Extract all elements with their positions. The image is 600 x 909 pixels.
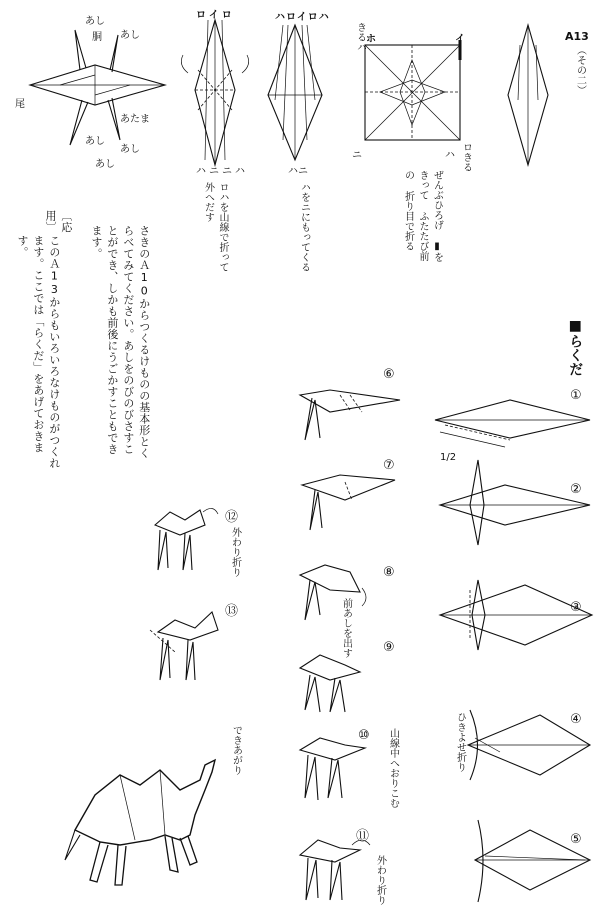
step-12-number: ⑫ bbox=[225, 510, 239, 525]
label-ro-kiru: ロきる bbox=[460, 142, 472, 172]
step-11-number: ⑪ bbox=[356, 829, 370, 844]
fold-figure-haroiroha bbox=[268, 25, 322, 160]
label-ashi-2: あし bbox=[120, 30, 140, 41]
label-kiruha: きるハ bbox=[354, 22, 366, 52]
fold-figure-a13 bbox=[508, 25, 548, 165]
label-ashi-5: あし bbox=[95, 159, 115, 170]
base-form-figure bbox=[30, 30, 165, 145]
step-4-number: ④ bbox=[570, 712, 582, 727]
note-sansen: 山線中へおりこむ bbox=[387, 728, 399, 808]
note-ha-to-ni: ハをニにもってくる bbox=[298, 182, 310, 272]
step-2-figure bbox=[440, 460, 590, 545]
step-9-number: ⑨ bbox=[383, 640, 395, 655]
step-10-number: ⑩ bbox=[358, 728, 370, 743]
label-ho: ホ bbox=[366, 34, 376, 45]
note-maeashi: 前あしを出す bbox=[340, 598, 352, 658]
step-1-number: ① bbox=[570, 388, 582, 403]
step-8-figure bbox=[300, 565, 366, 620]
step-13-number: ⑬ bbox=[225, 604, 239, 619]
body-paragraph-1: さきのＡ10からつくるけものの基本形とくらべてみてください。あしをのびのびさすことができ、しかも前後にうごかすこともできます。 bbox=[89, 225, 151, 459]
crease-pattern-square bbox=[365, 40, 460, 140]
section-title bbox=[565, 318, 585, 376]
label-ashi-1: あし bbox=[85, 16, 105, 27]
label-ha: ハ bbox=[445, 150, 455, 161]
page-id-label: A13 bbox=[565, 30, 589, 43]
step-11-figure bbox=[300, 840, 370, 900]
label-roiro: ロイロ bbox=[196, 10, 235, 21]
step-6-number: ⑥ bbox=[383, 367, 395, 382]
note-roha-fold: ロハを山線で折って外へだす bbox=[202, 182, 228, 272]
section-marker: ■ bbox=[567, 318, 584, 334]
step-9-figure bbox=[300, 655, 360, 712]
step-13-figure bbox=[150, 612, 218, 680]
label-ashi-4: あし bbox=[120, 144, 140, 155]
section-title-text: らくだ bbox=[567, 334, 584, 376]
step-5-number: ⑤ bbox=[570, 832, 582, 847]
note-sotowari-12: 外わり折り bbox=[229, 527, 241, 577]
label-do: 胴 bbox=[92, 32, 102, 43]
fold-figure-roiro bbox=[181, 20, 248, 165]
note-half: 1/2 bbox=[440, 452, 457, 463]
page-part-label: （その二） bbox=[574, 45, 586, 95]
step-1-figure bbox=[435, 400, 590, 447]
label-haroiroha: ハロイロハ bbox=[275, 12, 330, 23]
step-7-figure bbox=[302, 475, 395, 530]
step-12-figure bbox=[155, 508, 218, 570]
label-atama: あたま bbox=[120, 114, 150, 125]
step-6-figure bbox=[300, 390, 400, 440]
label-i: イ bbox=[455, 34, 465, 45]
step-10-figure bbox=[300, 738, 365, 800]
oyo-heading: 〔応用〕 bbox=[43, 210, 73, 233]
step-8-number: ⑧ bbox=[383, 565, 395, 580]
body-paragraph-2: このＡ13からもいろいろなけものがつくれます。ここでは「らくだ」をあげておきます。 bbox=[15, 235, 61, 469]
note-sotowari-11: 外わり折り bbox=[374, 855, 386, 905]
step-2-number: ② bbox=[570, 482, 582, 497]
step-7-number: ⑦ bbox=[383, 458, 395, 473]
label-ashi-3: あし bbox=[85, 136, 105, 147]
label-ha-ni: ハニ bbox=[288, 166, 308, 177]
note-hikiyose: ひきよせ折り bbox=[454, 712, 466, 772]
label-o: 尾 bbox=[15, 99, 25, 110]
step-3-number: ③ bbox=[570, 600, 582, 615]
label-ni: ニ bbox=[352, 150, 362, 161]
step-3-figure bbox=[440, 580, 592, 650]
finished-camel-figure bbox=[65, 760, 215, 885]
note-unfold-cut: ぜんぶひろげ ▮をきって ふたたび前の 折り目で折る bbox=[402, 170, 443, 262]
label-nini-ha: ハニニハ bbox=[196, 166, 248, 177]
note-dekiagari: できあがり bbox=[230, 725, 242, 775]
